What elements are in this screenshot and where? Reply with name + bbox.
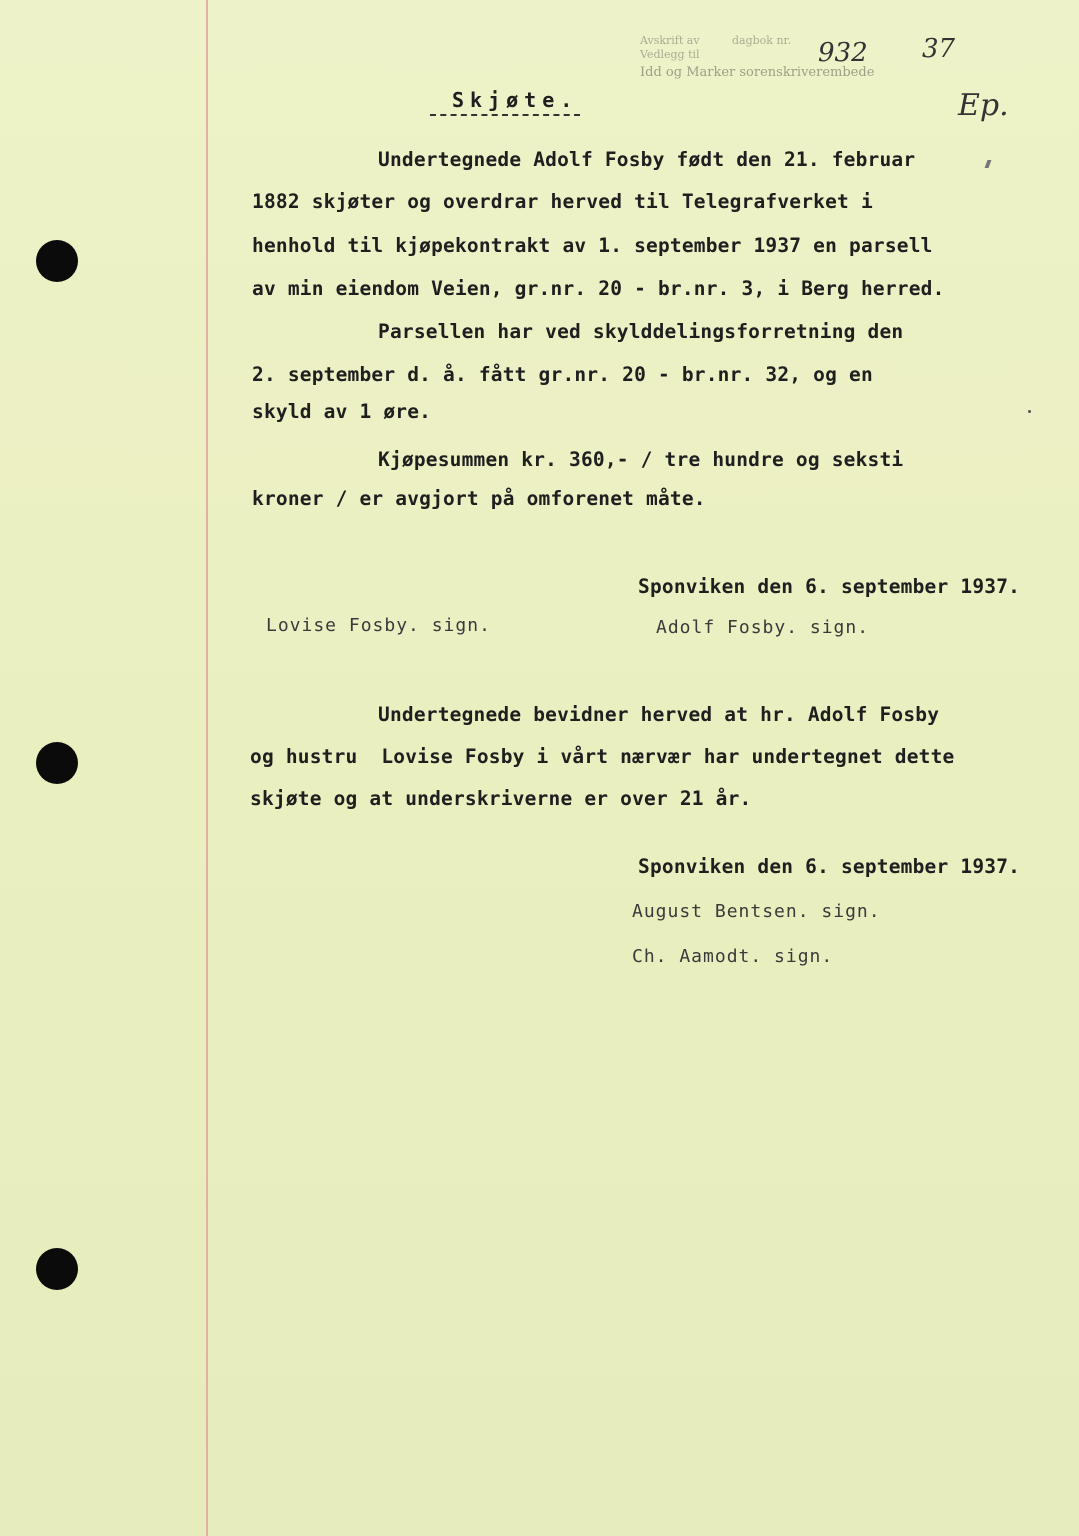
text-line: og hustru Lovise Fosby i vårt nærvær har undertegnet dette	[250, 745, 955, 768]
text-line: 2. september d. å. fått gr.nr. 20 - br.nr. 32, og en	[252, 363, 873, 386]
handwritten-number: 932	[818, 38, 868, 68]
place-date: Sponviken den 6. september 1937.	[638, 575, 1021, 598]
stamp-line: Vedlegg til	[640, 48, 700, 61]
signature-lovise: Lovise Fosby. sign.	[266, 615, 491, 636]
text-line: skyld av 1 øre.	[252, 400, 432, 423]
text-line: 1882 skjøter og overdrar herved til Telegrafverket i	[252, 190, 873, 213]
text-line: Kjøpesummen kr. 360,- / tre hundre og seksti	[378, 448, 904, 471]
witness-signature: August Bentsen. sign.	[632, 901, 881, 922]
text-line: skjøte og at underskriverne er over 21 år.	[250, 787, 752, 810]
document-title: Skjøte.	[430, 88, 580, 116]
stray-mark	[1028, 410, 1031, 413]
text-line: av min eiendom Veien, gr.nr. 20 - br.nr. 3, i Berg herred.	[252, 277, 945, 300]
text-line: Undertegnede bevidner herved at hr. Adolf Fosby	[378, 703, 940, 726]
punch-hole	[36, 1248, 78, 1290]
signature-adolf: Adolf Fosby. sign.	[656, 617, 870, 638]
handwritten-year: 37	[922, 34, 956, 64]
stamp-line: Avskrift av	[640, 34, 700, 47]
place-date: Sponviken den 6. september 1937.	[638, 855, 1021, 878]
stray-mark	[985, 160, 992, 168]
text-line: kroner / er avgjort på omforenet måte.	[252, 487, 706, 510]
text-line: henhold til kjøpekontrakt av 1. september 1937 en parsell	[252, 234, 933, 257]
stamp-line: dagbok nr.	[732, 34, 792, 47]
punch-hole	[36, 742, 78, 784]
text-line: Undertegnede Adolf Fosby født den 21. februar	[378, 148, 916, 171]
punch-hole	[36, 240, 78, 282]
margin-line	[206, 0, 208, 1536]
handwritten-initials: Ep.	[958, 88, 1009, 123]
text-line: Parsellen har ved skylddelingsforretning den	[378, 320, 904, 343]
stamp-line: Idd og Marker sorenskriverembede	[640, 65, 875, 80]
witness-signature: Ch. Aamodt. sign.	[632, 946, 834, 967]
